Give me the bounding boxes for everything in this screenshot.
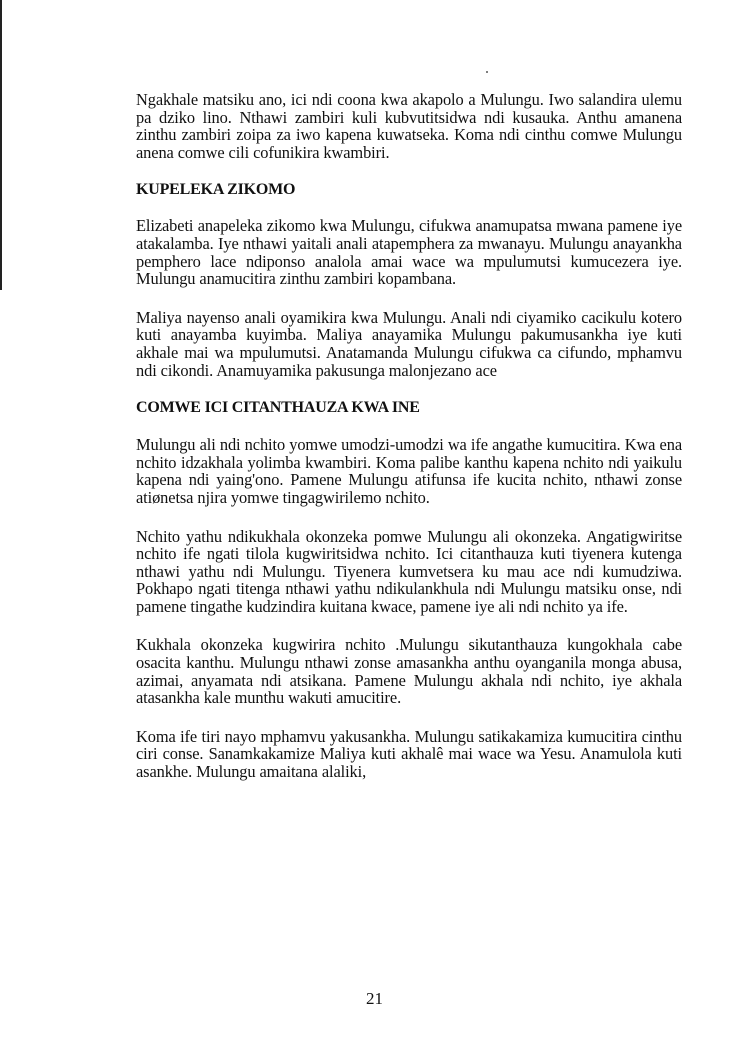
scan-speck	[486, 71, 488, 73]
page-number: 21	[366, 989, 383, 1008]
body-paragraph: Maliya nayenso anali oyamikira kwa Mulungu. Anali ndi ciyamiko cacikulu kotero kuti anayamba kuyimba. Maliya anayamika Mulungu pakumusankha iye kuti akhale mai wa mpulumutsi. Anatamanda Mulungu cifukwa ca cifundo, mphamvu ndi cikondi. Anamuyamika pakusunga malonjezano ace	[136, 307, 682, 380]
body-paragraph: Nchito yathu ndikukhala okonzeka pomwe Mulungu ali okonzeka. Angatigwiritse nchito ife ngati tilola kugwiritsidwa nchito. Ici citanthauza kuti tiyenera kutenga nthawi yathu ndi Mulungu. Tiyenera kumvetsera ku mau ace ndi kumudziwa. Pokhapo ngati titenga nthawi yathu ndikulankhula ndi Mulungu matsiku onse, ndi pamene tingathe kudzindira kuitana kwace, pamene iye ali ndi nchito ya ife.	[136, 526, 682, 616]
section-heading-comwe-ici: COMWE ICI CITANTHAUZA KWA INE	[136, 399, 420, 417]
scan-edge	[0, 0, 2, 290]
body-paragraph: Ngakhale matsiku ano, ici ndi coona kwa akapolo a Mulungu. Iwo salandira ulemu pa dziko lino. Nthawi zambiri kuli kubvutitsidwa ndi kusauka. Anthu amanena zinthu zambiri zoipa za iwo kapena kuwatseka. Koma ndi cinthu comwe Mulungu anena comwe cili cofunikira kwambiri.	[136, 90, 682, 162]
body-paragraph: Elizabeti anapeleka zikomo kwa Mulungu, cifukwa anamupatsa mwana pamene iye atakalamba. Iye nthawi yaitali anali atapemphera za mwanayu. Mulungu anayankha pemphero lace ndiponso analola amai wace wa mpulumutsi kumucezera iye. Mulungu anamucitira zinthu zambiri kopambana.	[136, 216, 682, 289]
section-heading-kupeleka-zikomo: KUPELEKA ZIKOMO	[136, 181, 296, 199]
body-paragraph: Koma ife tiri nayo mphamvu yakusankha. Mulungu satikakamiza kumucitira cinthu ciri conse. Sanamkakamize Maliya kuti akhalê mai wace wa Yesu. Anamulola kuti asankhe. Mulungu amaitana alaliki,	[136, 726, 682, 782]
body-paragraph: Kukhala okonzeka kugwirira nchito .Mulungu sikutanthauza kungokhala cabe osacita kanthu. Mulungu nthawi zonse amasankha anthu oyanganila monga abusa, azimai, anyamata ndi atsikana. Pamene Mulungu akhala ndi nchito, iye akhala atasankha kale munthu wakuti amucitire.	[136, 635, 682, 708]
page-body	[136, 91, 682, 781]
body-paragraph: Mulungu ali ndi nchito yomwe umodzi-umodzi wa ife angathe kumucitira. Kwa ena nchito idzakhala yolimba kwambiri. Koma palibe kanthu kapena nchito ndi yaikulu kapena ndi yaing'ono. Pamene Mulungu atifunsa ife kucita nchito, nthawi zonse atiønetsa njira yomwe tingagwirilemo nchito.	[136, 435, 682, 507]
